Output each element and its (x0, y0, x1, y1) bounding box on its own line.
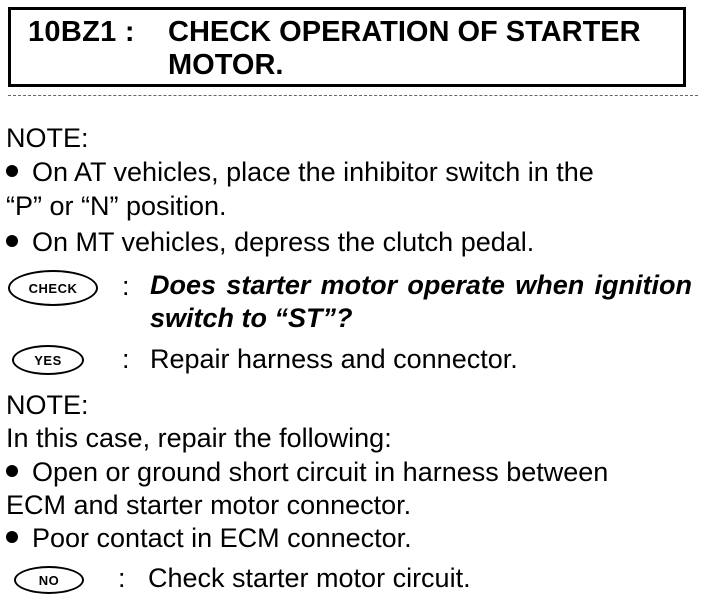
no-action: Check starter motor circuit. (148, 563, 471, 593)
note2-intro: In this case, repair the following: (6, 423, 392, 453)
note-bullet-1 (6, 156, 594, 188)
no-badge: NO (14, 566, 84, 594)
note2-bullet-2-text: Poor contact in ECM connector. (32, 523, 412, 553)
note2-bullet-2 (6, 522, 412, 554)
note-label: NOTE: (6, 123, 89, 153)
yes-badge: YES (12, 345, 84, 375)
note2-label: NOTE: (6, 390, 89, 420)
yes-colon: : (122, 344, 130, 374)
note-bullet-1-text: On AT vehicles, place the inhibitor switch in the (32, 157, 594, 187)
note-bullet-2-text: On MT vehicles, depress the clutch pedal. (32, 227, 535, 257)
check-question: Does starter motor operate when ignition switch to “ST”? (150, 270, 692, 333)
note2-bullet-1 (6, 456, 608, 488)
step-title: CHECK OPERATION OF STARTER MOTOR. (168, 16, 641, 81)
no-colon: : (118, 563, 126, 593)
check-badge: CHECK (8, 270, 98, 306)
step-code: 10BZ1 : (28, 16, 135, 48)
yes-action: Repair harness and connector. (150, 344, 518, 374)
note-bullet-1-cont: “P” or “N” position. (6, 191, 227, 221)
bullet-icon (6, 465, 18, 477)
note2-bullet-1-text: Open or ground short circuit in harness between (32, 457, 609, 487)
note2-bullet-1-cont: ECM and starter motor connector. (6, 490, 412, 520)
check-colon: : (122, 271, 130, 301)
bullet-icon (6, 235, 18, 247)
bullet-icon (6, 531, 18, 543)
title-box (8, 7, 686, 87)
divider (8, 95, 698, 97)
bullet-icon (6, 165, 18, 177)
note-bullet-2 (6, 226, 534, 258)
